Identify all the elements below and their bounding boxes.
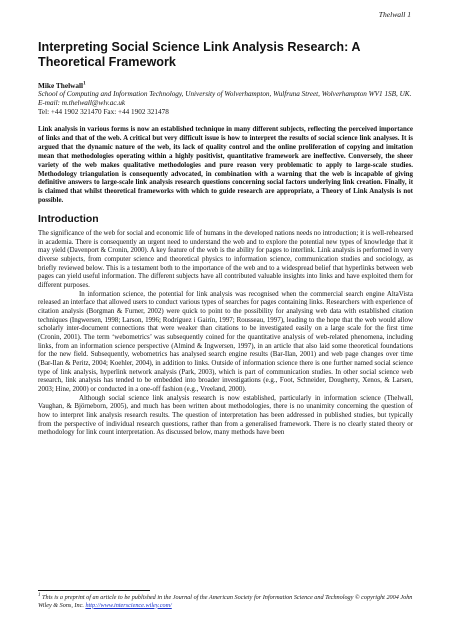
footnote-divider [38, 590, 150, 591]
paragraph: In information science, the potential for link analysis was recognised when the commercial search engine AltaVista released an interface that allowed users to conduct various types of searches for pages containing links. Researchers with experience of citation analysis (Borgman & Furner, 2002) were quick to point to the possibility for analysing web data with established citation techniques (Ingwersen, 1998; Larson, 1996; Rodríguez i Gairín, 1997; Rousseau, 1997), leading to the hope that the web would allow scholarly inter-document connections that were weaker than citations to be investigated easily on a large scale for the first time (Cronin, 2001). The term ‘webometrics’ was subsequently coined for the quantitative analysis of web-related phenomena, including links, from an information science perspective (Almind & Ingwersen, 1997), in an article that also laid some theoretical foundations for the new field. Subsequently, webometrics has analysed search engine results (Bar-Ilan, 2001) and web page changes over time (Bar-Ilan & Peritz, 2004; Koehler, 2004), in addition to links. Outside of information science there is one further named social science type of link analysis, hyperlink network analysis (Park, 2003), which is part of communication studies. In other social science web research, link analysis has tended to be embedded into broader investigations (e.g., Foot, Schneider, Dougherty, Xenos, & Larsen, 2003; Hine, 2000) or conducted in a one-off fashion (e.g., Vreeland, 2000). [38, 289, 413, 393]
paragraph: Although social science link analysis research is now established, particularly in information science (Thelwall, Vaughan, & Björneborn, 2005), and much has been written about methodologies, there is no unanimity concerning the question of how to interpret link analysis research results. The question of interpretation has been addressed in published studies, but typically from the perspective of individual research questions, rather than from a generalised framework. There is no clearly stated theory or methodology for link count interpretation. As discussed below, many methods have been [38, 393, 413, 437]
author-affiliation: School of Computing and Information Technology, University of Wolverhampton, Wulfruna Street, Wolverhampton WV1 1SB, UK. E-mail: m.thelwall@wlv.ac.uk [38, 90, 412, 107]
footnote-link[interactable]: http://www.interscience.wiley.com/ [85, 601, 172, 609]
footnote-text: This is a preprint of an article to be published in the Journal of the American Society for Information Science and Technology © copyright 2004 John Wiley & Sons, Inc. [38, 594, 413, 609]
running-head: Thelwall 1 [378, 10, 411, 19]
paragraph: The significance of the web for social and economic life of humans in the developed nations needs no introduction; it is well-rehearsed in academia. There is consequently an urgent need to understand the web and to explore the potential new types of knowledge that it may yield (Davenport & Cronin, 2000). A key feature of the web is the ability for pages to interlink. Link analysis is performed in very diverse subjects, from computer science and theoretical physics to information science, communication studies and sociology, as briefly reviewed below. This is a testament both to the importance of the web and to a widespread belief that hyperlinks between web pages can yield useful information. The different subjects have all contributed valuable insights into links and have exploited them for different purposes. [38, 229, 413, 290]
footnote-mark: 1 [38, 592, 41, 598]
footnote [38, 594, 413, 609]
paper-title: Interpreting Social Science Link Analysis Research: A Theoretical Framework [38, 40, 360, 69]
abstract: Link analysis in various forms is now an established technique in many different subjects, reflecting the perceived importance of links and that of the web. A critical but very difficult issue is how to interpret the results of social science link analyses. It is argued that the dynamic nature of the web, its lack of quality control and the online proliferation of copying and imitation mean that methodologies operating within a highly positivist, quantitative framework are ineffective. Conversely, the sheer variety of the web makes qualitative methodologies and pure reason very problematic to apply to large-scale studies. Methodology triangulation is consequently advocated, in combination with a warning that the web is incapable of giving definitive answers to large-scale link analysis research questions concerning social factors underlying link creation. Finally, it is claimed that whilst theoretical frameworks with which to guide research are appropriate, a Theory of Link Analysis is not possible. [38, 125, 413, 205]
section-heading-introduction: Introduction [38, 214, 99, 226]
author-contact: Tel: +44 1902 321470 Fax: +44 1902 321478 [38, 108, 169, 116]
author-name-text: Mike Thelwall [38, 81, 84, 90]
author-footnote-mark: 1 [83, 81, 86, 87]
author-name [38, 81, 413, 90]
main-content [38, 40, 413, 437]
